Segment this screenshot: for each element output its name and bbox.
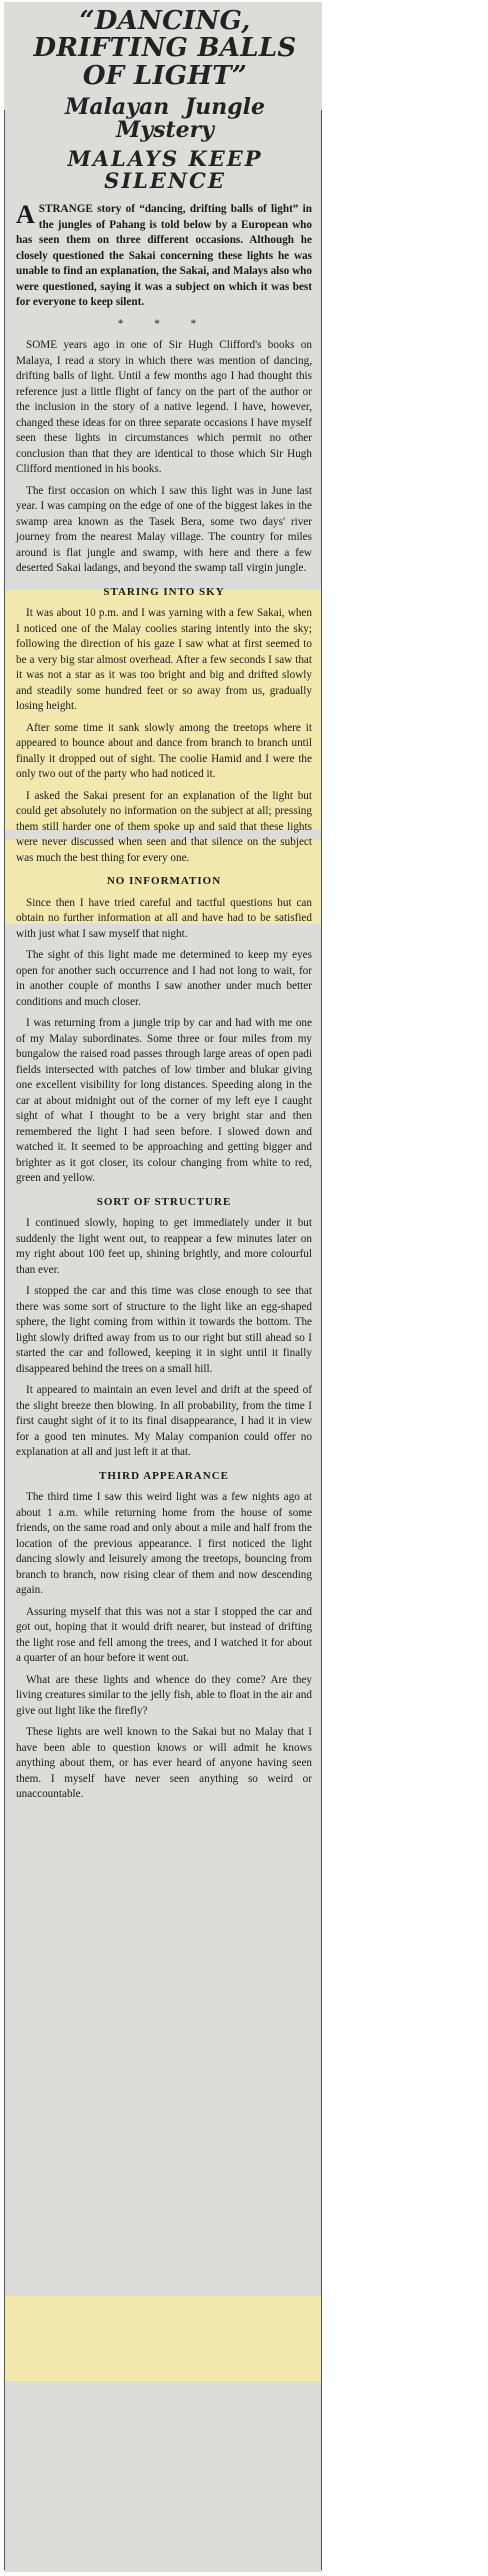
paragraph: The sight of this light made me determined to keep my eyes open for another such occurrence and I had not long to wait, for in another couple of months I saw another under much better conditions and much closer. <box>16 949 312 1008</box>
paragraph: It appeared to maintain an even level and drift at the speed of the slight breeze then blowing. In all probability, from the time I first caught sight of it to its final disappearance, I had it in view for a good ten minutes. My Malay companion could offer no explanation at all and just left it at that. <box>16 1384 312 1459</box>
paragraph: I asked the Sakai present for an explanation of the light but could get absolutely no information on the subject at all; pressing them still harder one of them spoke up and said that these lights were never discussed when seen and that silence on the subject was much the best thing for every one. <box>16 789 312 864</box>
highlight-band <box>4 2296 322 2381</box>
paragraph: The first occasion on which I saw this light was in June last year. I was camping on the edge of one of the biggest lakes in the swamp area known as the Tasek Bera, some two days' river journey from the nearest Malay village. The country for miles around is flat jungle and swamp, with here and there a few deserted Sakai ladangs, and beyond the swamp tall virgin jungle. <box>16 484 312 575</box>
newspaper-clipping <box>4 2 322 2572</box>
deck-headline: Malayan Jungle Mystery <box>64 93 266 143</box>
intro-paragraph <box>16 202 312 311</box>
paragraph: I stopped the car and this time was close enough to see that there was some sort of structure to the light like an egg-shaped sphere, the light coming from within it towards the bottom. The light slowly drifted away from us to our right but still ahead so I started the car and followed, keeping it in sight until it finally disappeared behind the trees on a small hill. <box>16 1285 312 1375</box>
paragraph: What are these lights and whence do they come? Are they living creatures similar to the jelly fish, able to float in the air and give out light like the firefly? <box>16 1673 312 1717</box>
paragraph: These lights are well known to the Sakai but no Malay that I have been able to question knows or will admit he knows anything about them, or has ever heard of anyone having seen them. I myself have never seen anything so weird or unaccountable. <box>16 1726 312 1801</box>
subheading: NO INFORMATION <box>106 875 222 888</box>
separator: * * * <box>117 317 211 330</box>
article <box>4 2 322 1803</box>
paragraph: I was returning from a jungle trip by car and had with me one of my Malay subordinates. Some three or four miles from my bungalow the raised road passes through large areas of open padi fields intersected with patches of low timber and blukar giving one excellent visibility for long distances. Speeding along in the car at about midnight out of the corner of my left eye I caught sight of what I thought to be a very bright star and then remembered the light I had seen before. I slowed down and watched it. It seemed to be approaching and getting bigger and brighter as it got closer, its colour changing from white to red, green and yellow. <box>16 1017 312 1185</box>
second-deck-line-2: SILENCE <box>104 168 226 194</box>
paragraph: Since then I have tried careful and tactful questions but can obtain no further information at all and have had to be satisfied with just what I saw myself that night. <box>16 896 312 940</box>
drop-cap: A <box>16 200 35 230</box>
intro-text: STRANGE story of “dancing, drifting balls of light” in the jungles of Pahang is told below by a European who has seen them on three different occasions. Although he closely questioned the Sakai concerning these lights he was unable to find an explanation, the Sakai, and Malays also who were questioned, saying it was a subject on which it was best for everyone to keep silent. <box>16 203 312 309</box>
paragraph: The third time I saw this weird light was a few nights ago at about 1 a.m. while returning home from the house of some friends, on the same road and only about a mile and half from the location of the previous appearance. I first noticed the light dancing slowly and leisurely among the treetops, bouncing from branch to branch, now rising clear of them and now descending again. <box>16 1491 312 1597</box>
subheading: STARING INTO SKY <box>103 585 225 598</box>
article-body <box>16 202 314 1803</box>
paragraph: It was about 10 p.m. and I was yarning with a few Sakai, when I noticed one of the Malay coolies staring intently into the sky; following the direction of his gaze I saw what at first seemed to be a very big star almost overhead. After a few seconds I saw that it was not a star as it was too bright and big and drifted slowly and steadily some hundred feet or so away from us, gradually losing height. <box>16 607 312 713</box>
paragraph: I continued slowly, hoping to get immediately under it but suddenly the light went out, to reappear a few minutes later on my right about 100 feet up, shining brightly, and more colourful than ever. <box>16 1217 312 1276</box>
subheading: SORT OF STRUCTURE <box>96 1195 232 1208</box>
subheading: THIRD APPEARANCE <box>99 1469 229 1482</box>
paragraph: After some time it sank slowly among the treetops where it appeared to bounce about and dance from branch to branch until finally it dropped out of sight. The coolie Hamid and I were the only two out of the party who had noticed it. <box>16 721 312 781</box>
headline-line-1: “DANCING, DRIFTING BALLS <box>33 6 297 64</box>
paragraph: Assuring myself that this was not a star I stopped the car and got out, hoping that it would drift nearer, but instead of drifting the light rose and fell among the trees, and I watched it for about a quarter of an hour before it went out. <box>16 1605 312 1665</box>
paragraph: SOME years ago in one of Sir Hugh Clifford's books on Malaya, I read a story in which there was mention of dancing, drifting balls of light. Until a few months ago I had thought this reference just a little flight of fancy on the part of the author or the inclusion in the story of a native legend. I have, however, changed these ideas for on three separate occasions I have myself seen these lights in circumstances which permit no other conclusion than that they are identical to those which Sir Hugh Clifford mentioned in his books. <box>16 339 312 476</box>
second-deck-line-1: MALAYS KEEP <box>67 146 263 172</box>
headline-line-2: OF LIGHT” <box>82 60 248 91</box>
